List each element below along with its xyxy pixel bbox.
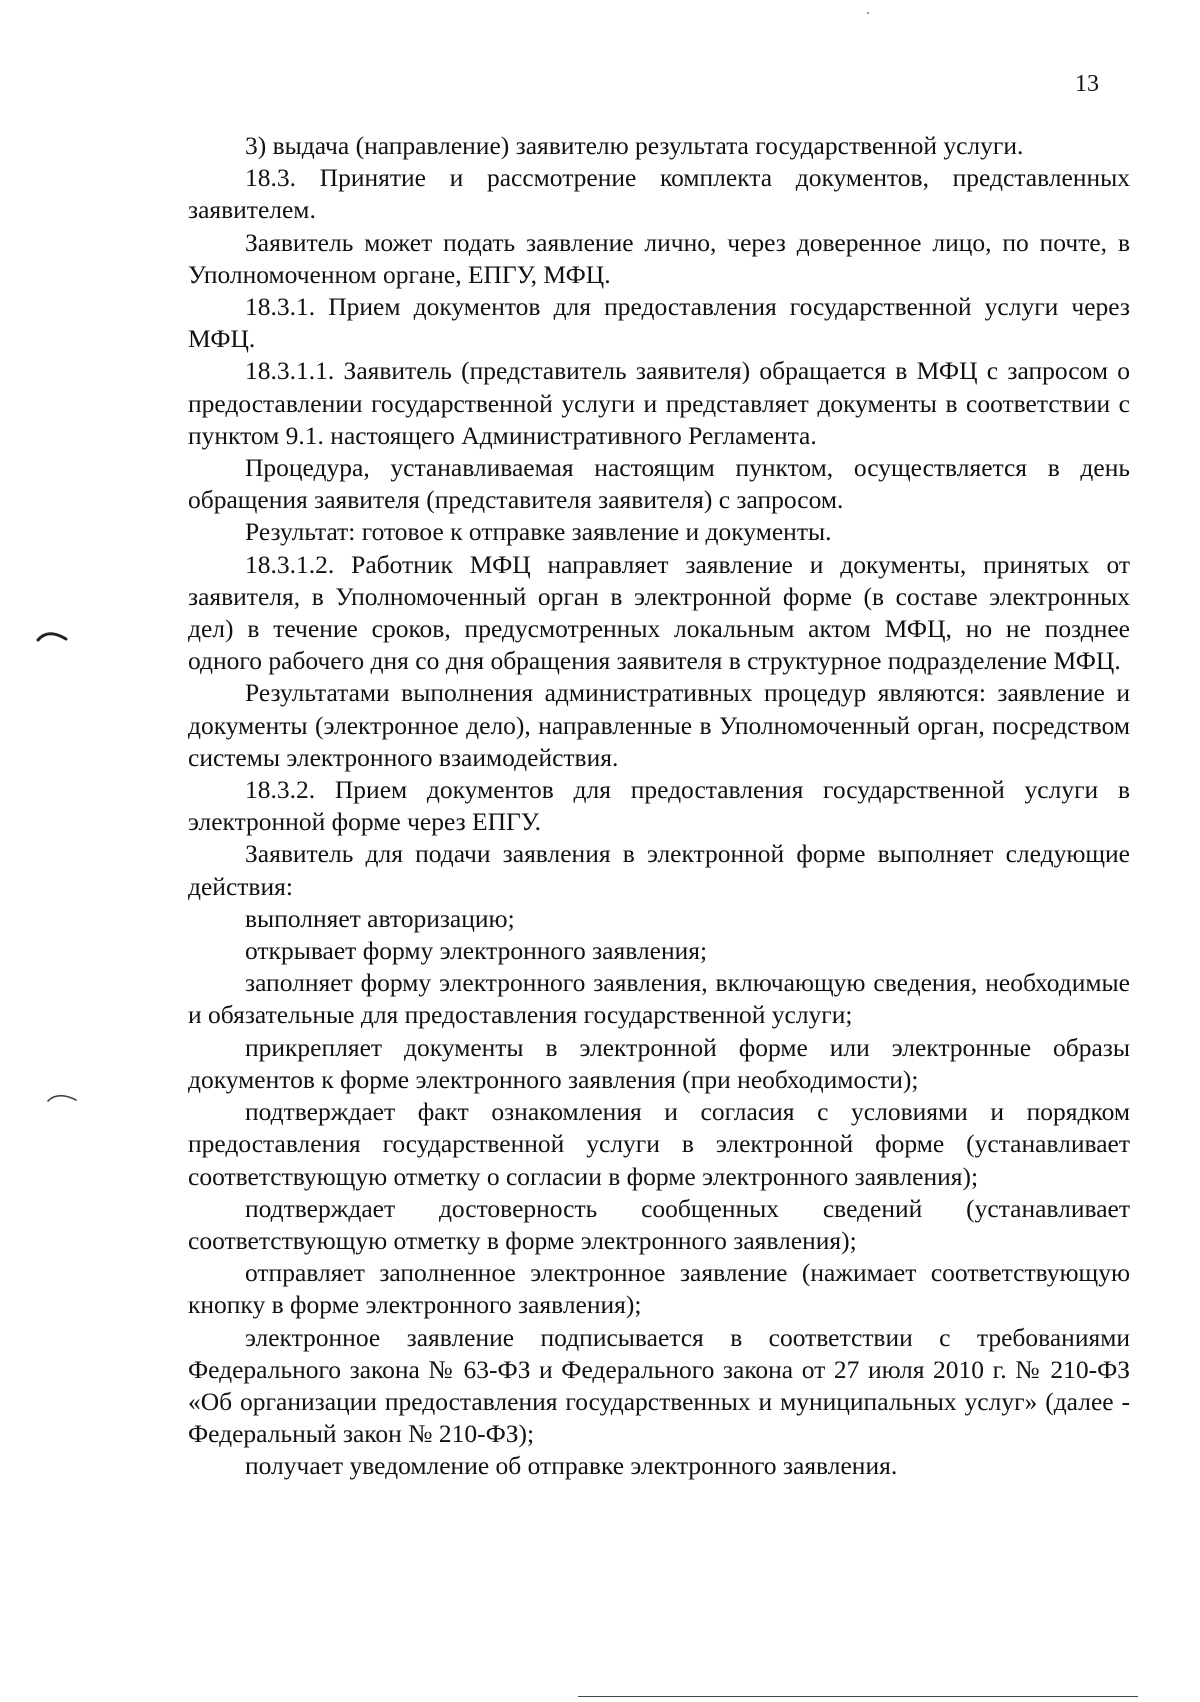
paragraph: заполняет форму электронного заявления, включающую сведения, необходимые и обязательные для предоставления государственной услуги;: [188, 968, 1130, 1030]
paragraph: получает уведомление об отправке электронного заявления.: [245, 1451, 898, 1481]
paragraph: 3) выдача (направление) заявителю результата государственной услуги.: [245, 131, 1024, 160]
paragraph: подтверждает достоверность сообщенных сведений (устанавливает соответствующую отметку в форме электронного заявления);: [188, 1193, 1130, 1255]
footer-line: [578, 1696, 1138, 1697]
paragraph: прикрепляет документы в электронной форме или электронные образы документов к форме электронного заявления (при необходимости);: [188, 1032, 1130, 1094]
page-number: 13: [1075, 71, 1099, 97]
paragraph: Результатами выполнения административных процедур являются: заявление и документы (электронное дело), направленные в Уполномоченный орган, посредством системы электронного взаимодействия.: [188, 678, 1130, 772]
paragraph: открывает форму электронного заявления;: [245, 936, 708, 966]
paragraph: 18.3.2. Прием документов для предоставления государственной услуги в электронной форме через ЕПГУ.: [188, 775, 1130, 837]
paragraph: электронное заявление подписывается в соответствии с требованиями Федерального закона № 63-ФЗ и Федерального закона от 27 июля 2010 г. № 210-ФЗ «Об организации предоставления государственных и муниципальных услуг» (далее - Федеральный закон № 210-ФЗ);: [188, 1322, 1130, 1449]
paragraph: 18.3. Принятие и рассмотрение комплекта документов, представленных заявителем.: [188, 163, 1130, 225]
paragraph: Результат: готовое к отправке заявление и документы.: [245, 517, 832, 547]
paragraph: 18.3.1.2. Работник МФЦ направляет заявление и документы, принятых от заявителя, в Уполномоченный орган в электронной форме (в составе электронных дел) в течение сроков, предусмотренных локальным актом МФЦ, но не позднее одного рабочего дня со дня обращения заявителя в структурное подразделение МФЦ.: [188, 549, 1130, 676]
binder-hole-mark-icon: [46, 1089, 78, 1103]
paragraph: подтверждает факт ознакомления и согласия с условиями и порядком предоставления государственной услуги в электронной форме (устанавливает соответствующую отметку о согласии в форме электронного заявления);: [188, 1097, 1130, 1191]
binder-hole-mark-icon: [36, 628, 68, 642]
paragraph: Заявитель может подать заявление лично, через доверенное лицо, по почте, в Уполномоченном органе, ЕПГУ, МФЦ.: [188, 227, 1130, 289]
scan-speck: [867, 12, 869, 14]
document-body: [188, 130, 1130, 1483]
paragraph: Заявитель для подачи заявления в электронной форме выполняет следующие действия:: [188, 839, 1130, 901]
paragraph: отправляет заполненное электронное заявление (нажимает соответствующую кнопку в форме электронного заявления);: [188, 1258, 1130, 1320]
paragraph: 18.3.1. Прием документов для предоставления государственной услуги через МФЦ.: [188, 292, 1130, 354]
paragraph: 18.3.1.1. Заявитель (представитель заявителя) обращается в МФЦ с запросом о предоставлении государственной услуги и представляет документы в соответствии с пунктом 9.1. настоящего Административного Регламента.: [188, 356, 1130, 450]
paragraph: выполняет авторизацию;: [245, 903, 515, 933]
paragraph: Процедура, устанавливаемая настоящим пунктом, осуществляется в день обращения заявителя (представителя заявителя) с запросом.: [188, 453, 1130, 515]
